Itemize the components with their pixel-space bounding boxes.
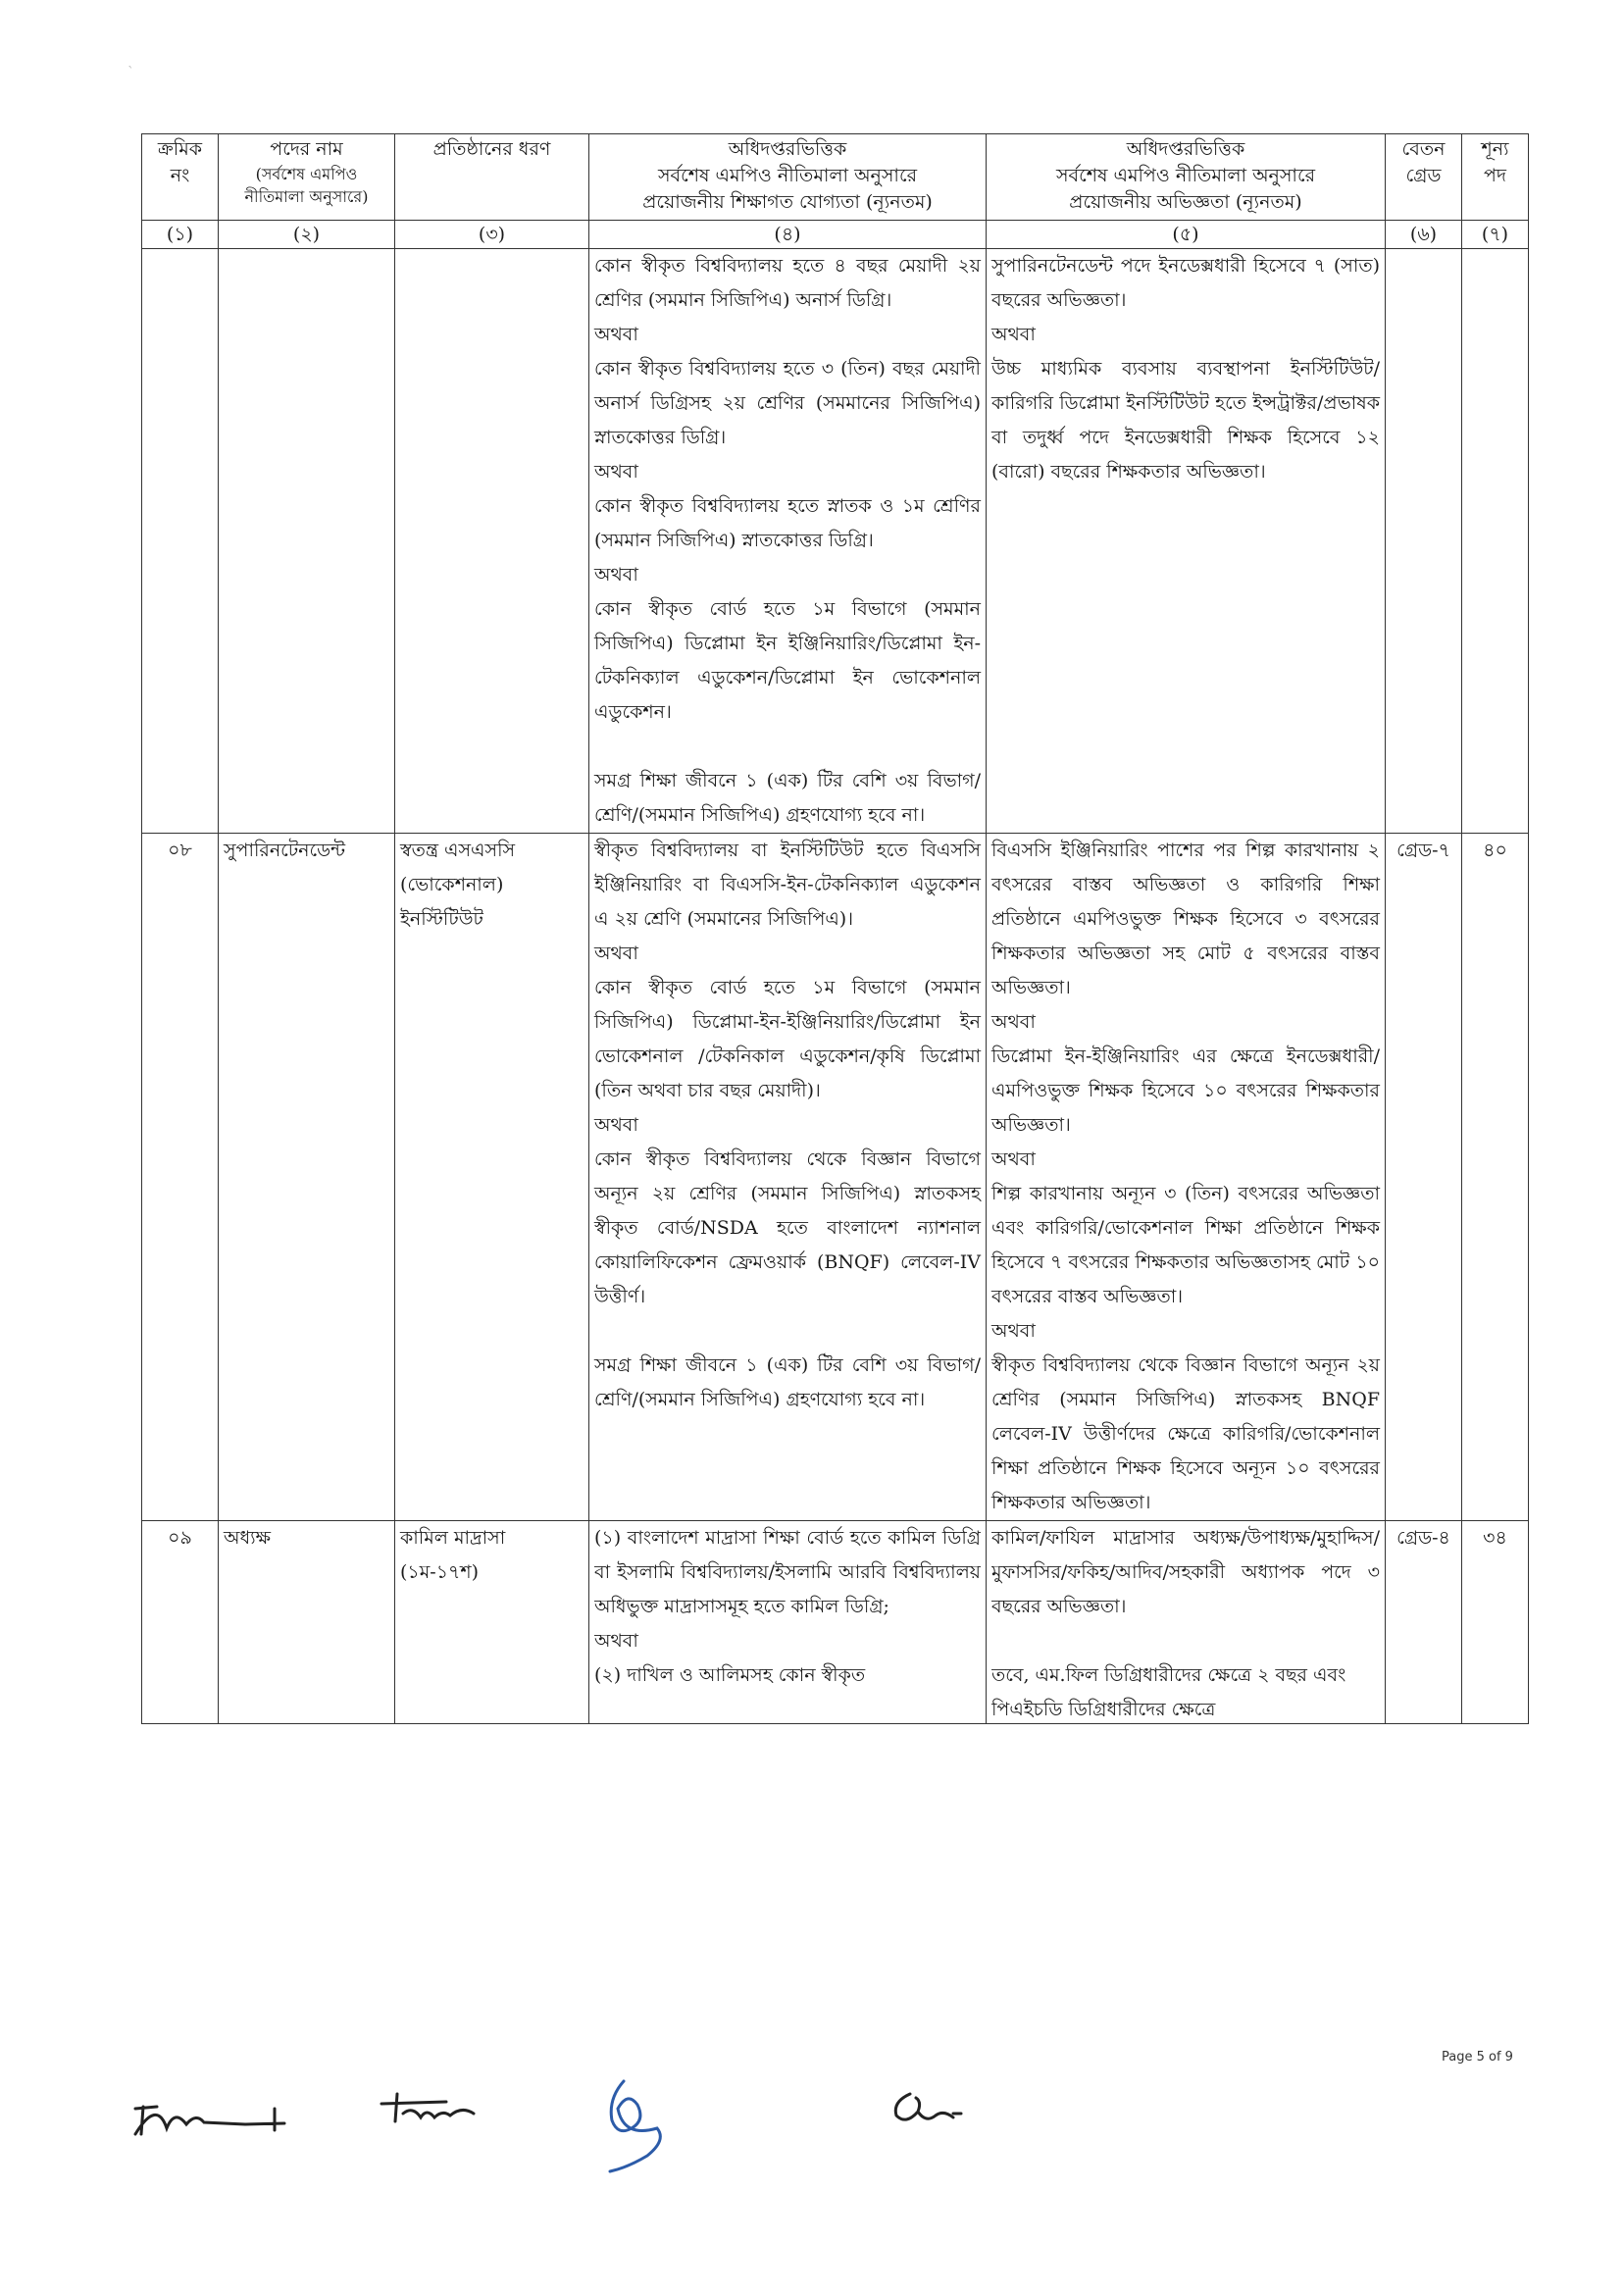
header-institution-type: প্রতিষ্ঠানের ধরণ [395,134,589,221]
serial-cell [142,249,219,834]
column-number: (৫) [987,221,1386,249]
grade-cell [1386,249,1462,834]
column-number-row [142,221,1529,249]
qualification-clip: (১) বাংলাদেশ মাদ্রাসা শিক্ষা বোর্ড হতে কামিল ডিগ্রি বা ইসলামি বিশ্ববিদ্যালয়/ইসলামি আরবি বিশ্ববিদ্যালয় অধিভুক্ত মাদ্রাসাসমূহ হতে কামিল ডিগ্রি; অথবা (২) দাখিল ও আলিমসহ কোন স্বীকৃত [594,1527,981,1686]
recruitment-table [141,133,1529,1724]
experience-cell: সুপারিনটেনডেন্ট পদে ইনডেক্সধারী হিসেবে ৭ (সাত) বছরের অভিজ্ঞতা। অথবা উচ্চ মাধ্যমিক ব্যবসায় ব্যবস্থাপনা ইনস্টিটিউট/কারিগরি ডিপ্লোমা ইনস্টিটিউট হতে ইন্সট্রাক্টর/প্রভাষক বা তদুর্ধ্ব পদে ইনডেক্সধারী শিক্ষক হিসেবে ১২ (বারো) বছরের শিক্ষকতার অভিজ্ঞতা। [987,249,1386,834]
qualification-cell: কোন স্বীকৃত বিশ্ববিদ্যালয় হতে ৪ বছর মেয়াদী ২য় শ্রেণির (সমমান সিজিপিএ) অনার্স ডিগ্রি। অথবা কোন স্বীকৃত বিশ্ববিদ্যালয় হতে ৩ (তিন) বছর মেয়াদী অনার্স ডিগ্রিসহ ২য় শ্রেণির (সমমানের সিজিপিএ) স্নাতকোত্তর ডিগ্রি। অথবা কোন স্বীকৃত বিশ্ববিদ্যালয় হতে স্নাতক ও ১ম শ্রেণির (সমমান সিজিপিএ) স্নাতকোত্তর ডিগ্রি। অথবা কোন স্বীকৃত বোর্ড হতে ১ম বিভাগে (সমমান সিজিপিএ) ডিপ্লোমা ইন ইঞ্জিনিয়ারিং/ডিপ্লোমা ইন-টেকনিক্যাল এডুকেশন/ডিপ্লোমা ইন ভোকেশনাল এডুকেশন। সমগ্র শিক্ষা জীবনে ১ (এক) টির বেশি ৩য় বিভাগ/শ্রেণি/(সমমান সিজিপিএ) গ্রহণযোগ্য হবে না। [589,249,987,834]
header-vacancy: শূন্য পদ [1462,134,1529,221]
signature-4 [883,2084,971,2133]
experience-cell: বিএসসি ইঞ্জিনিয়ারিং পাশের পর শিল্প কারখানায় ২ বৎসরের বাস্তব অভিজ্ঞতা ও কারিগরি শিক্ষা প্রতিষ্ঠানে এমপিওভুক্ত শিক্ষক হিসেবে ৩ বৎসরের শিক্ষকতার অভিজ্ঞতা সহ মোট ৫ বৎসরের বাস্তব অভিজ্ঞতা। অথবা ডিপ্লোমা ইন-ইঞ্জিনিয়ারিং এর ক্ষেত্রে ইনডেক্সধারী/এমপিওভুক্ত শিক্ষক হিসেবে ১০ বৎসরের শিক্ষকতার অভিজ্ঞতা। অথবা শিল্প কারখানায় অন্যূন ৩ (তিন) বৎসরের অভিজ্ঞতা এবং কারিগরি/ভোকেশনাল শিক্ষা প্রতিষ্ঠানে শিক্ষক হিসেবে ৭ বৎসরের শিক্ষকতার অভিজ্ঞতাসহ মোট ১০ বৎসরের বাস্তব অভিজ্ঞতা। অথবা স্বীকৃত বিশ্ববিদ্যালয় থেকে বিজ্ঞান বিভাগে অন্যূন ২য় শ্রেণির (সমমান সিজিপিএ) স্নাতকসহ BNQF লেবেল-IV উত্তীর্ণদের ক্ষেত্রে কারিগরি/ভোকেশনাল শিক্ষা প্রতিষ্ঠানে শিক্ষক হিসেবে অন্যূন ১০ বৎসরের শিক্ষকতার অভিজ্ঞতা। [987,834,1386,1521]
institution-cell: কামিল মাদ্রাসা (১ম-১৭শ) [395,1521,589,1724]
grade-cell: গ্রেড-৪ [1386,1521,1462,1724]
vacancy-cell [1462,249,1529,834]
column-number: (১) [142,221,219,249]
experience-clip: কামিল/ফাযিল মাদ্রাসার অধ্যক্ষ/উপাধ্যক্ষ/মুহাদ্দিস/মুফাসসির/ফকিহ/আদিব/সহকারী অধ্যাপক পদে ৩ বছরের অভিজ্ঞতা। তবে, এম.ফিল ডিগ্রিধারীদের ক্ষেত্রে ২ বছর এবং পিএইচডি ডিগ্রিধারীদের ক্ষেত্রে [991,1527,1380,1720]
signature-1 [127,2079,304,2148]
post-cell: অধ্যক্ষ [219,1521,395,1724]
column-number: (৭) [1462,221,1529,249]
table-row [142,834,1529,1521]
column-number: (৬) [1386,221,1462,249]
header-post-name: পদের নাম (সর্বশেষ এমপিও নীতিমালা অনুসারে) [219,134,395,221]
institution-cell [395,249,589,834]
experience-cell [987,1521,1386,1724]
header-serial: ক্রমিক নং [142,134,219,221]
qualification-cell [589,1521,987,1724]
vacancy-cell: ৪০ [1462,834,1529,1521]
serial-cell: ০৮ [142,834,219,1521]
institution-cell: স্বতন্ত্র এসএসসি (ভোকেশনাল) ইনস্টিটিউট [395,834,589,1521]
vacancy-cell: ৩৪ [1462,1521,1529,1724]
header-row [142,134,1529,221]
header-pay-grade: বেতন গ্রেড [1386,134,1462,221]
column-number: (৩) [395,221,589,249]
signature-2 [378,2084,485,2138]
table-row [142,249,1529,834]
column-number: (৪) [589,221,987,249]
table-row [142,1521,1529,1724]
page-number: Page 5 of 9 [1442,2050,1513,2065]
signature-3 [598,2069,686,2177]
qualification-cell: স্বীকৃত বিশ্ববিদ্যালয় বা ইনস্টিটিউট হতে বিএসসি ইঞ্জিনিয়ারিং বা বিএসসি-ইন-টেকনিক্যাল এডুকেশন এ ২য় শ্রেণি (সমমানের সিজিপিএ)। অথবা কোন স্বীকৃত বোর্ড হতে ১ম বিভাগে (সমমান সিজিপিএ) ডিপ্লোমা-ইন-ইঞ্জিনিয়ারিং/ডিপ্লোমা ইন ভোকেশনাল /টেকনিকাল এডুকেশন/কৃষি ডিপ্লোমা (তিন অথবা চার বছর মেয়াদী)। অথবা কোন স্বীকৃত বিশ্ববিদ্যালয় থেকে বিজ্ঞান বিভাগে অন্যূন ২য় শ্রেণির (সমমান সিজিপিএ) স্নাতকসহ স্বীকৃত বোর্ড/NSDA হতে বাংলাদেশ ন্যাশনাল কোয়ালিফিকেশন ফ্রেমওয়ার্ক (BNQF) লেবেল-IV উত্তীর্ণ। সমগ্র শিক্ষা জীবনে ১ (এক) টির বেশি ৩য় বিভাগ/শ্রেণি/(সমমান সিজিপিএ) গ্রহণযোগ্য হবে না। [589,834,987,1521]
column-number: (২) [219,221,395,249]
post-cell: সুপারিনটেনডেন্ট [219,834,395,1521]
header-qualification: অধিদপ্তরভিত্তিক সর্বশেষ এমপিও নীতিমালা অনুসারে প্রয়োজনীয় শিক্ষাগত যোগ্যতা (ন্যূনতম) [589,134,987,221]
serial-cell: ০৯ [142,1521,219,1724]
grade-cell: গ্রেড-৭ [1386,834,1462,1521]
header-experience: অধিদপ্তরভিত্তিক সর্বশেষ এমপিও নীতিমালা অনুসারে প্রয়োজনীয় অভিজ্ঞতা (ন্যূনতম) [987,134,1386,221]
post-cell [219,249,395,834]
page-corner-mark: ˋ [127,65,134,80]
